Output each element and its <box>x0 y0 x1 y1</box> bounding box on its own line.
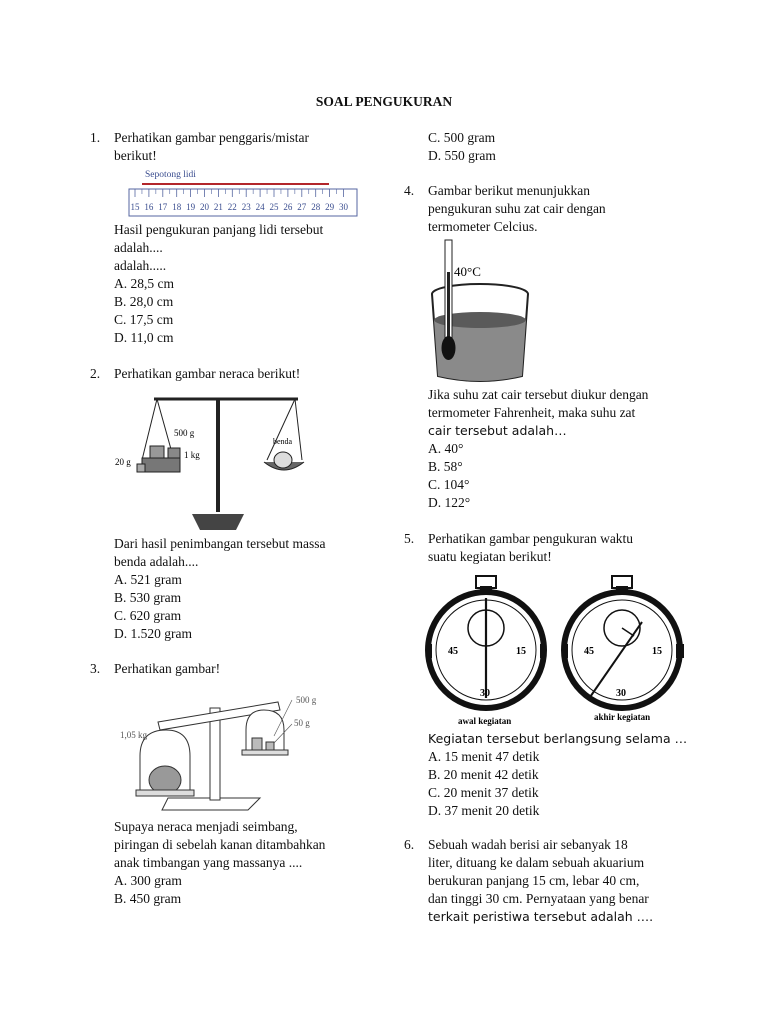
question-text: Perhatikan gambar pengukuran waktu <box>428 531 634 546</box>
option-d[interactable]: D. 550 gram <box>428 148 496 163</box>
question-text: Gambar berikut menunjukkan <box>428 183 590 198</box>
question-text: liter, dituang ke dalam sebuah akuarium <box>428 855 645 870</box>
question-text: termometer Celcius. <box>428 219 538 234</box>
ruler-tick-label: 25 <box>269 202 279 212</box>
ruler-tick-label: 20 <box>200 202 209 212</box>
weight-label-1kg: 1 kg <box>184 450 200 460</box>
ruler-tick-label: 27 <box>297 202 307 212</box>
option-a[interactable]: A. 40° <box>428 441 464 456</box>
option-b[interactable]: B. 28,0 cm <box>114 294 174 309</box>
option-b[interactable]: B. 450 gram <box>114 891 182 906</box>
option-d[interactable]: D. 122° <box>428 495 471 510</box>
question-text: anak timbangan yang massanya .... <box>114 855 303 870</box>
question-text: Kegiatan tersebut berlangsung selama … <box>428 731 688 746</box>
option-b[interactable]: B. 58° <box>428 459 463 474</box>
option-b[interactable]: B. 530 gram <box>114 590 182 605</box>
ruler-tick-label: 18 <box>172 202 182 212</box>
question-text: adalah.... <box>114 240 163 255</box>
question-text: Hasil pengukuran panjang lidi tersebut <box>114 222 324 237</box>
weight-label-50g: 50 g <box>294 718 310 728</box>
question-4-answer <box>428 386 728 512</box>
object-label: benda <box>273 437 293 446</box>
ruler-tick-label: 29 <box>325 202 335 212</box>
option-a[interactable]: A. 15 menit 47 detik <box>428 749 540 764</box>
stopwatch-figure <box>428 570 700 728</box>
dial-label-30: 30 <box>616 688 626 699</box>
question-text: Jika suhu zat cair tersebut diukur dengan <box>428 387 649 402</box>
question-text: benda adalah.... <box>114 554 199 569</box>
question-text: terkait peristiwa tersebut adalah …. <box>428 909 654 924</box>
question-number: 1. <box>90 130 101 145</box>
ruler-figure <box>127 166 362 220</box>
weight-label-20g: 20 g <box>115 457 131 467</box>
ruler-tick-label: 17 <box>158 202 168 212</box>
question-text: piringan di sebelah kanan ditambahkan <box>114 837 326 852</box>
question-5-answer <box>428 730 728 820</box>
dial-label-45: 45 <box>448 646 458 657</box>
question-number: 5. <box>404 531 415 546</box>
ruler-tick-label: 30 <box>339 202 348 212</box>
question-text: cair tersebut adalah… <box>428 423 567 438</box>
balance-figure-1 <box>112 390 312 535</box>
dial-label-15: 15 <box>516 646 526 657</box>
dial-label-15: 15 <box>652 646 662 657</box>
question-number: 3. <box>90 661 101 676</box>
question-3-options-continued <box>428 129 728 165</box>
stopwatch-start <box>426 576 546 708</box>
ruler-tick-label: 21 <box>213 202 223 212</box>
question-text: Sebuah wadah berisi air sebanyak 18 <box>428 837 628 852</box>
question-text: adalah..... <box>114 258 167 273</box>
question-text: Dari hasil penimbangan tersebut massa <box>114 536 326 551</box>
ruler-tick-label: 22 <box>227 202 237 212</box>
lidi-label: Sepotong lidi <box>145 170 196 180</box>
ruler-tick-label: 24 <box>255 202 265 212</box>
ruler-tick-label: 28 <box>311 202 321 212</box>
question-number: 4. <box>404 183 415 198</box>
option-a[interactable]: A. 521 gram <box>114 572 182 587</box>
thermometer-beaker-figure <box>428 238 532 386</box>
option-c[interactable]: C. 500 gram <box>428 130 496 145</box>
question-text: Perhatikan gambar! <box>114 661 221 676</box>
question-2-answer <box>114 535 404 643</box>
question-text: berukuran panjang 15 cm, lebar 40 cm, <box>428 873 640 888</box>
caption-end: akhir kegiatan <box>594 712 651 722</box>
ruler-tick-label: 26 <box>283 202 293 212</box>
question-text: pengukuran suhu zat cair dengan <box>428 201 606 216</box>
dial-label-30: 30 <box>480 688 490 699</box>
question-text: Supaya neraca menjadi seimbang, <box>114 819 298 834</box>
ruler-tick-label: 15 <box>130 202 140 212</box>
question-text: berikut! <box>114 148 157 163</box>
question-3-answer <box>114 818 404 908</box>
question-number: 6. <box>404 837 415 852</box>
question-text: Perhatikan gambar penggaris/mistar <box>114 130 309 145</box>
option-c[interactable]: C. 104° <box>428 477 470 492</box>
caption-start: awal kegiatan <box>458 716 512 726</box>
option-d[interactable]: D. 37 menit 20 detik <box>428 803 540 818</box>
option-a[interactable]: A. 300 gram <box>114 873 182 888</box>
question-number: 2. <box>90 366 101 381</box>
option-c[interactable]: C. 17,5 cm <box>114 312 174 327</box>
question-text: termometer Fahrenheit, maka suhu zat <box>428 405 636 420</box>
ruler-tick-label: 16 <box>144 202 154 212</box>
question-1-answer <box>114 221 394 347</box>
option-d[interactable]: D. 1.520 gram <box>114 626 192 641</box>
ruler-tick-label: 19 <box>186 202 196 212</box>
weight-label-500g: 500 g <box>296 695 317 705</box>
question-text: dan tinggi 30 cm. Pernyataan yang benar <box>428 891 649 906</box>
page-title: SOAL PENGUKURAN <box>315 94 453 109</box>
option-c[interactable]: C. 20 menit 37 detik <box>428 785 539 800</box>
option-a[interactable]: A. 28,5 cm <box>114 276 174 291</box>
stopwatch-end <box>562 576 684 708</box>
question-text: Perhatikan gambar neraca berikut! <box>114 366 301 381</box>
question-text: suatu kegiatan berikut! <box>428 549 552 564</box>
option-d[interactable]: D. 11,0 cm <box>114 330 174 345</box>
option-b[interactable]: B. 20 menit 42 detik <box>428 767 539 782</box>
ruler-tick-label: 23 <box>241 202 251 212</box>
object-mass-label: 1,05 kg <box>120 730 147 740</box>
balance-figure-2 <box>118 686 343 816</box>
weight-label-500g: 500 g <box>174 428 195 438</box>
dial-label-45: 45 <box>584 646 594 657</box>
option-c[interactable]: C. 620 gram <box>114 608 182 623</box>
temperature-label: 40°C <box>454 264 481 279</box>
